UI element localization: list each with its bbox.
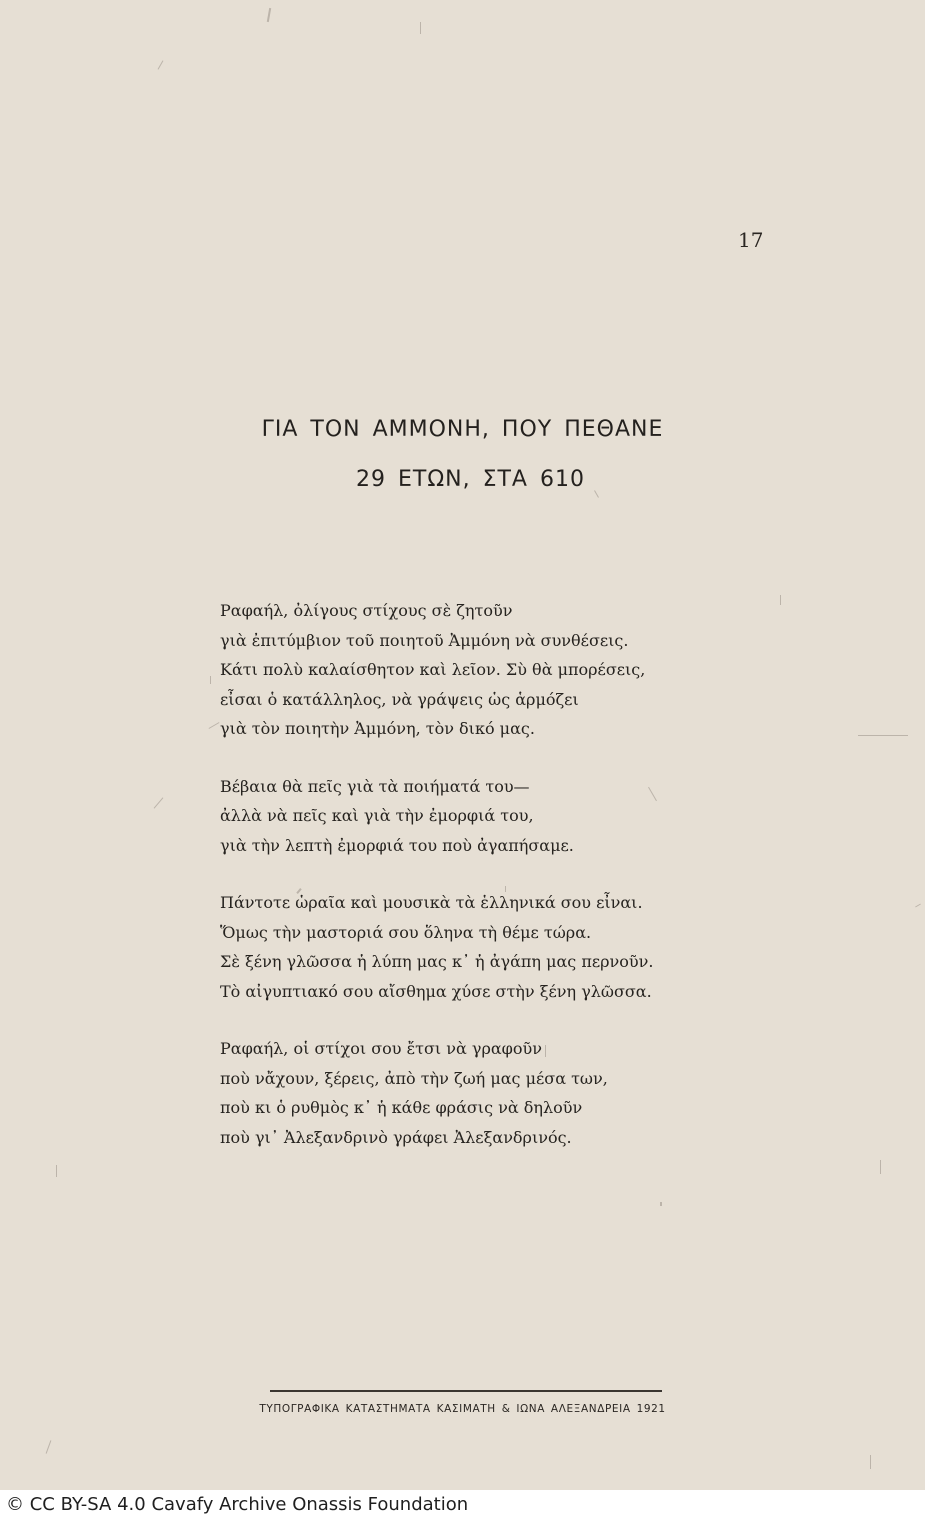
- paper-speck: [420, 22, 421, 34]
- paper-speck: [56, 1165, 57, 1177]
- poem-title-line-2: 29 ΕΤΩΝ, ΣΤΑ 610: [356, 467, 585, 492]
- paper-speck: [880, 1160, 881, 1174]
- poem-line: ποὺ γι᾿ Ἀλεξανδρινὸ γράφει Ἀλεξανδρινός.: [220, 1127, 572, 1147]
- paper-speck: [209, 722, 220, 729]
- poem-line: Ραφαήλ, ὀλίγους στίχους σὲ ζητοῦν: [220, 601, 513, 620]
- poem-title-line-1: ΓΙΑ ΤΟΝ ΑΜΜΟΝΗ, ΠΟΥ ΠΕΘΑΝΕ: [261, 417, 664, 442]
- poem-line: Πάντοτε ὡραῖα καὶ μουσικὰ τὰ ἑλληνικά σου εἶναι.: [220, 893, 643, 912]
- poem-body: [220, 596, 740, 1180]
- page-number: 17: [738, 228, 764, 252]
- poem-line: γιὰ τὸν ποιητὴν Ἀμμόνη, τὸν δικό μας.: [220, 719, 535, 738]
- paper-speck: [154, 797, 164, 808]
- poem-line: Σὲ ξένη γλῶσσα ἡ λύπη μας κ᾿ ἡ ἀγάπη μας περνοῦν.: [220, 952, 654, 971]
- stanza-3: [220, 888, 740, 1006]
- poem-line: εἶσαι ὁ κατάλληλος, νὰ γράψεις ὡς ἁρμόζει: [220, 689, 579, 709]
- paper-speck: [46, 1440, 52, 1453]
- footer-rule: [270, 1390, 662, 1392]
- copyright-credit: © CC BY-SA 4.0 Cavafy Archive Onassis Foundation: [6, 1494, 469, 1515]
- poem-line: γιὰ τὴν λεπτὴ ἐμορφιά του ποὺ ἀγαπήσαμε.: [220, 835, 574, 855]
- paper-speck: [660, 1202, 662, 1206]
- poem-line: Ὅμως τὴν μαστοριά σου ὅληνα τὴ θέμε τώρα.: [220, 922, 592, 942]
- paper-speck: [780, 595, 781, 605]
- poem-line: Βέβαια θὰ πεῖς γιὰ τὰ ποιήματά του—: [220, 776, 530, 796]
- stanza-1: [220, 596, 740, 744]
- poem-line: γιὰ ἐπιτύμβιον τοῦ ποιητοῦ Ἀμμόνη νὰ συνθέσεις.: [220, 630, 629, 650]
- paper-speck: [870, 1455, 871, 1469]
- poem-line: Τὸ αἰγυπτιακό σου αἴσθημα χύσε στὴν ξένη γλῶσσα.: [220, 981, 652, 1001]
- printer-imprint: ΤΥΠΟΓΡΑΦΙΚΑ ΚΑΤΑΣΤΗΜΑΤΑ ΚΑΣΙΜΑΤΗ & ΙΩΝΑ ΑΛΕΞΑΝΔΡΕΙΑ 1921: [259, 1403, 666, 1415]
- poem-line: Ραφαήλ, οἱ στίχοι σου ἔτσι νὰ γραφοῦν: [220, 1039, 542, 1058]
- paper-speck: [210, 676, 211, 684]
- stanza-4: [220, 1034, 740, 1152]
- poem-line: Κάτι πολὺ καλαίσθητον καὶ λεῖον. Σὺ θὰ μπορέσεις,: [220, 660, 646, 679]
- paper-speck: [915, 904, 921, 908]
- paper-speck: [858, 735, 908, 736]
- poem-line: ἀλλὰ νὰ πεῖς καὶ γιὰ τὴν ἐμορφιά του,: [220, 806, 534, 825]
- stanza-2: [220, 772, 740, 861]
- poem-line: ποὺ νἄχουν, ξέρεις, ἀπὸ τὴν ζωή μας μέσα των,: [220, 1068, 608, 1088]
- paper-speck: [267, 8, 271, 22]
- paper-speck: [158, 60, 164, 69]
- poem-line: ποὺ κι ὁ ρυθμὸς κ᾿ ἡ κάθε φράσις νὰ δηλοῦν: [220, 1098, 583, 1117]
